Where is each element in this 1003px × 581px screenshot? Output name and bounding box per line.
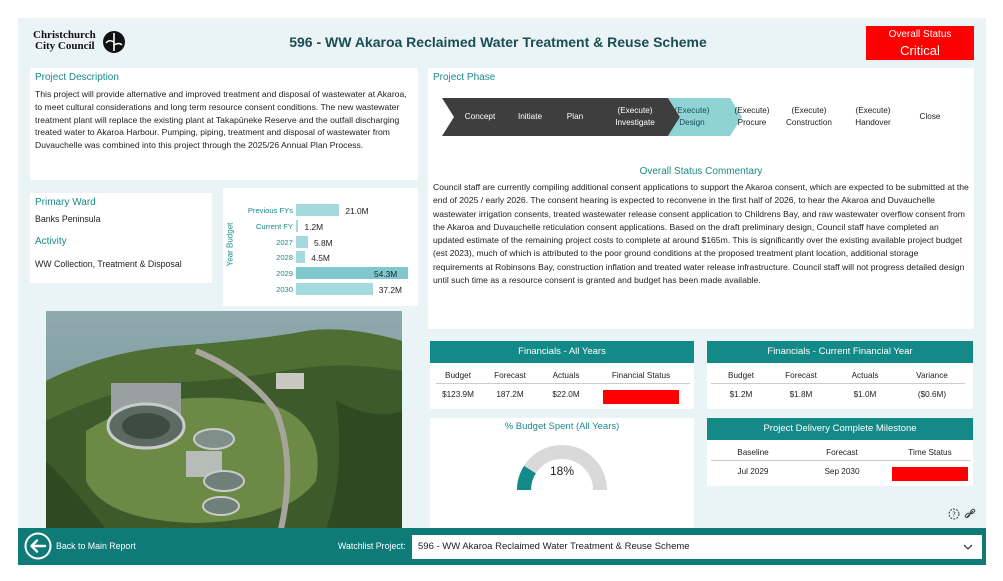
back-arrow-icon[interactable] — [24, 532, 52, 560]
overall-status-badge — [866, 26, 974, 60]
year-budget-bar — [296, 236, 308, 248]
phase-step-label: Construction — [786, 118, 832, 127]
year-budget-row — [223, 283, 418, 295]
project-description-text: This project will provide alternative and improved treatment and disposal of wastewater at Akaroa, to meet cultural considerations and long term resource consent conditions. The new wastewater treatment plant will replace the existing plant at Takapūneke Reserve and the outfall discharging treated water to Akaroa Harbour. Pumping, piping, treatment and disposal of wastewater from Duvauchelle was combined into this project through the 2025/26 Annual Plan Process. — [35, 89, 407, 151]
year-budget-bar — [296, 204, 339, 216]
phase-step-prefix: (Execute) — [734, 106, 770, 115]
milestone-header-baseline: Baseline — [711, 440, 795, 461]
delivery-milestone-card — [707, 418, 973, 486]
fin-cur-actuals-value: $1.0M — [853, 390, 877, 399]
financial-status-indicator — [603, 390, 679, 404]
budget-spent-value: 18% — [549, 464, 575, 478]
year-budget-chart — [223, 188, 418, 306]
phase-step-prefix: (Execute) — [674, 106, 710, 115]
page-title: 596 - WW Akaroa Reclaimed Water Treatment & Reuse Scheme — [289, 34, 707, 50]
watchlist-selected-value: 596 - WW Akaroa Reclaimed Water Treatment & Reuse Scheme — [418, 541, 690, 552]
phase-step-label: Investigate — [615, 118, 655, 127]
financials-all-years-card — [430, 341, 694, 409]
chevron-down-icon — [962, 541, 974, 553]
financials-current-year-card — [707, 341, 973, 409]
phase-step-label: Procure — [737, 118, 767, 127]
back-to-main-report-button[interactable]: Back to Main Report — [56, 541, 136, 551]
delivery-milestone-title: Project Delivery Complete Milestone — [707, 418, 973, 440]
fin-cur-header-actuals: Actuals — [831, 363, 899, 384]
project-phase-card — [428, 68, 974, 166]
phase-track — [442, 98, 972, 136]
year-budget-bar — [296, 283, 373, 295]
project-site-photo — [46, 311, 402, 529]
phase-step-label: Design — [679, 118, 705, 127]
fin-all-header-forecast: Forecast — [480, 363, 540, 384]
phase-step-prefix: (Execute) — [791, 106, 827, 115]
overall-status-label: Overall Status — [888, 29, 952, 40]
year-budget-row — [223, 251, 418, 263]
year-budget-value: 5.8M — [313, 237, 333, 248]
activity-value: WW Collection, Treatment & Disposal — [35, 259, 182, 269]
council-logo — [33, 30, 133, 56]
milestone-header-time-status: Time Status — [889, 440, 971, 461]
year-budget-bar — [296, 251, 305, 263]
footer-bar — [18, 528, 986, 565]
fin-cur-header-budget: Budget — [711, 363, 771, 384]
phase-step-label: Close — [919, 112, 941, 121]
phase-step — [775, 98, 843, 136]
primary-ward-title: Primary Ward — [35, 197, 96, 208]
fin-cur-header-variance: Variance — [899, 363, 965, 384]
phase-step — [896, 98, 964, 136]
watchlist-label: Watchlist Project: — [338, 541, 406, 551]
fin-all-forecast-value: 187.2M — [496, 390, 524, 399]
year-budget-value: 54.3M — [374, 269, 398, 280]
phase-step-prefix: (Execute) — [617, 106, 653, 115]
logo-line-1: Christchurch — [33, 29, 96, 41]
svg-text:?: ? — [952, 510, 956, 519]
council-emblem-icon — [102, 30, 126, 54]
phase-step-label: Plan — [566, 112, 584, 121]
year-budget-row — [223, 267, 418, 279]
fin-cur-forecast-value: $1.8M — [789, 390, 813, 399]
phase-step-label: Concept — [464, 112, 496, 121]
fin-all-actuals-value: $22.0M — [552, 390, 580, 399]
fin-all-header-actuals: Actuals — [540, 363, 592, 384]
fin-cur-variance-value: ($0.6M) — [917, 390, 947, 399]
fin-all-header-budget: Budget — [436, 363, 480, 384]
phase-step — [541, 98, 609, 136]
milestone-header-forecast: Forecast — [795, 440, 889, 461]
year-budget-value: 4.5M — [311, 253, 330, 264]
fin-all-budget-value: $123.9M — [442, 390, 474, 399]
milestone-forecast-value: Sep 2030 — [824, 467, 860, 476]
year-budget-row — [223, 220, 418, 232]
logo-line-2: City Council — [35, 40, 95, 52]
year-budget-category: 2028 — [276, 253, 293, 263]
year-budget-category: 2027 — [276, 237, 293, 247]
milestone-baseline-value: Jul 2029 — [737, 467, 769, 476]
year-budget-category: 2030 — [276, 285, 293, 294]
phase-step-prefix: (Execute) — [855, 106, 891, 115]
financials-all-years-title: Financials - All Years — [430, 341, 694, 363]
help-icon[interactable] — [948, 508, 960, 520]
status-commentary-card — [428, 161, 974, 329]
primary-ward-value: Banks Peninsula — [35, 214, 101, 224]
status-commentary-text: Council staff are currently compiling additional consent applications to support the Akaroa consent, which are expected to be submitted at the end of 2025 / early 2026. The consent hearing is expected to reconvene in the first half of 2026, to hear the Akaroa and Duvauchelle wastewater irrigation consents, treated wastewater release consent application to Childrens Bay, and raw wastewater overflow consent from the Akaroa and Duvauchelle reticulation consent applications. Based on the draft preliminary design, Council staff have completed an updated estimate of the remaining project costs to complete at around $165m. This is significantly over the existing available project budget (est 2023), much of which is attributed to the poor ground conditions at the proposed treatment plant location, additional storage requirements at Robinsons Bay, construction inflation and treated water release infrastructure. Council staff will not progress detailed design until such time as a resource consent is granted and budget has been made available. — [433, 182, 969, 286]
year-budget-category: Current FY — [255, 221, 293, 231]
fin-all-header-status: Financial Status — [592, 363, 690, 384]
activity-title: Activity — [35, 236, 67, 247]
project-description-title: Project Description — [35, 72, 119, 83]
year-budget-row — [223, 204, 418, 216]
watchlist-project-select[interactable] — [412, 535, 982, 559]
budget-spent-title: % Budget Spent (All Years) — [504, 421, 620, 432]
status-commentary-title: Overall Status Commentary — [639, 166, 763, 177]
year-budget-category: Previous FYs — [247, 206, 293, 215]
link-icon[interactable] — [964, 508, 976, 520]
project-phase-title: Project Phase — [433, 72, 496, 83]
year-budget-value: 21.0M — [345, 206, 369, 216]
fin-cur-budget-value: $1.2M — [729, 390, 753, 399]
time-status-indicator — [892, 467, 968, 481]
phase-step — [658, 98, 726, 136]
year-budget-category: 2029 — [276, 269, 293, 279]
ward-activity-card — [30, 193, 212, 283]
phase-step-label: Initiate — [517, 112, 543, 121]
year-budget-bar — [296, 220, 298, 232]
financials-current-year-title: Financials - Current Financial Year — [707, 341, 973, 363]
year-budget-row — [223, 236, 418, 248]
phase-step-label: Handover — [855, 118, 891, 127]
year-budget-axis-label: Year Budget — [225, 222, 235, 267]
budget-spent-gauge-card — [430, 418, 694, 528]
overall-status-value: Critical — [900, 43, 940, 58]
year-budget-value: 1.2M — [304, 221, 324, 232]
fin-cur-header-forecast: Forecast — [771, 363, 831, 384]
year-budget-value: 37.2M — [378, 285, 402, 295]
project-description-card — [30, 68, 418, 180]
report-canvas — [18, 18, 986, 565]
